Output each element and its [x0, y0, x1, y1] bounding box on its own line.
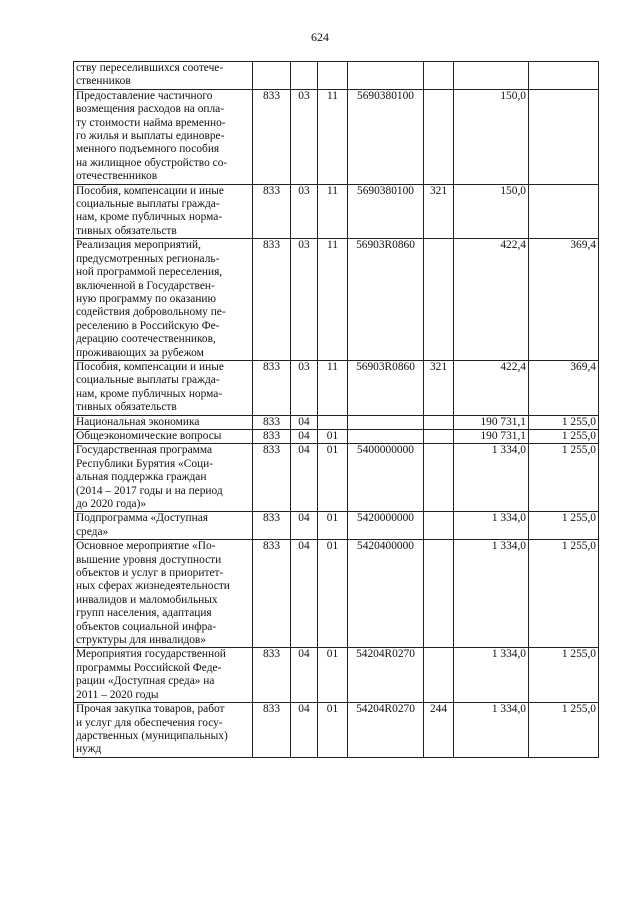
department-code-cell: 833: [253, 429, 291, 443]
amount-federal-cell: 1 255,0: [529, 703, 599, 758]
table-row: [74, 184, 599, 239]
amount-federal-cell: [529, 89, 599, 184]
amount-total-cell: 1 334,0: [454, 444, 529, 512]
amount-federal-cell: 1 255,0: [529, 429, 599, 443]
expense-type-cell: [424, 648, 454, 703]
table-row: [74, 703, 599, 758]
section-code-cell: [291, 62, 318, 90]
department-code-cell: 833: [253, 360, 291, 415]
expense-type-cell: 321: [424, 184, 454, 239]
target-article-cell: 5690380100: [348, 89, 424, 184]
department-code-cell: 833: [253, 415, 291, 429]
row-name-cell: Общеэкономические вопросы: [74, 429, 253, 443]
target-article-cell: [348, 62, 424, 90]
section-code-cell: 04: [291, 648, 318, 703]
subsection-code-cell: 01: [318, 512, 348, 540]
row-name-cell: Мероприятия государственной программы Российской Феде- рации «Доступная среда» на 2011 – 2020 годы: [74, 648, 253, 703]
expense-type-cell: 244: [424, 703, 454, 758]
subsection-code-cell: 01: [318, 648, 348, 703]
section-code-cell: 04: [291, 429, 318, 443]
amount-federal-cell: [529, 184, 599, 239]
expense-type-cell: [424, 429, 454, 443]
department-code-cell: 833: [253, 703, 291, 758]
row-name-cell: ству переселившихся соотече- ственников: [74, 62, 253, 90]
department-code-cell: 833: [253, 184, 291, 239]
row-name-cell: Пособия, компенсации и иные социальные выплаты гражда- нам, кроме публичных норма- тивных обязательств: [74, 360, 253, 415]
department-code-cell: 833: [253, 239, 291, 361]
expense-type-cell: [424, 415, 454, 429]
section-code-cell: 04: [291, 444, 318, 512]
row-name-cell: Государственная программа Республики Бурятия «Соци- альная поддержка граждан (2014 – 2017 годы и на период до 2020 года)»: [74, 444, 253, 512]
amount-total-cell: 422,4: [454, 360, 529, 415]
table-row: [74, 429, 599, 443]
row-name-cell: Подпрограмма «Доступная среда»: [74, 512, 253, 540]
amount-federal-cell: 1 255,0: [529, 415, 599, 429]
target-article-cell: [348, 415, 424, 429]
amount-total-cell: 1 334,0: [454, 540, 529, 648]
row-name-cell: Национальная экономика: [74, 415, 253, 429]
subsection-code-cell: 01: [318, 444, 348, 512]
subsection-code-cell: 11: [318, 360, 348, 415]
target-article-cell: 5420400000: [348, 540, 424, 648]
amount-federal-cell: 1 255,0: [529, 540, 599, 648]
table-row: [74, 360, 599, 415]
subsection-code-cell: 01: [318, 703, 348, 758]
expense-type-cell: [424, 540, 454, 648]
section-code-cell: 04: [291, 703, 318, 758]
department-code-cell: 833: [253, 512, 291, 540]
expense-type-cell: 321: [424, 360, 454, 415]
subsection-code-cell: 11: [318, 239, 348, 361]
expense-type-cell: [424, 62, 454, 90]
table-row: [74, 540, 599, 648]
amount-total-cell: 150,0: [454, 184, 529, 239]
table-row: [74, 239, 599, 361]
budget-table: [73, 61, 599, 758]
page-number: 624: [311, 30, 329, 44]
amount-total-cell: 150,0: [454, 89, 529, 184]
amount-federal-cell: 369,4: [529, 239, 599, 361]
table-row: [74, 415, 599, 429]
department-code-cell: 833: [253, 89, 291, 184]
target-article-cell: [348, 429, 424, 443]
subsection-code-cell: 01: [318, 540, 348, 648]
expense-type-cell: [424, 512, 454, 540]
department-code-cell: [253, 62, 291, 90]
amount-federal-cell: 1 255,0: [529, 444, 599, 512]
amount-total-cell: 1 334,0: [454, 648, 529, 703]
target-article-cell: 54204R0270: [348, 703, 424, 758]
subsection-code-cell: [318, 415, 348, 429]
target-article-cell: 5690380100: [348, 184, 424, 239]
target-article-cell: 56903R0860: [348, 360, 424, 415]
amount-total-cell: 190 731,1: [454, 415, 529, 429]
amount-federal-cell: 369,4: [529, 360, 599, 415]
target-article-cell: 54204R0270: [348, 648, 424, 703]
section-code-cell: 04: [291, 540, 318, 648]
amount-total-cell: 1 334,0: [454, 512, 529, 540]
row-name-cell: Реализация мероприятий, предусмотренных региональ- ной программой переселения, включенной в Государствен- ную программу по оказанию содействия добровольному пе- реселению в Российскую Фе- дерацию соотечественников, проживающих за рубежом: [74, 239, 253, 361]
table-row: [74, 648, 599, 703]
section-code-cell: 03: [291, 89, 318, 184]
department-code-cell: 833: [253, 540, 291, 648]
table-row: [74, 444, 599, 512]
subsection-code-cell: 01: [318, 429, 348, 443]
amount-total-cell: 1 334,0: [454, 703, 529, 758]
department-code-cell: 833: [253, 444, 291, 512]
subsection-code-cell: 11: [318, 184, 348, 239]
table-row: [74, 512, 599, 540]
subsection-code-cell: [318, 62, 348, 90]
amount-federal-cell: [529, 62, 599, 90]
table-row: [74, 89, 599, 184]
expense-type-cell: [424, 444, 454, 512]
table-body: [74, 62, 599, 758]
section-code-cell: 03: [291, 184, 318, 239]
target-article-cell: 5420000000: [348, 512, 424, 540]
section-code-cell: 04: [291, 415, 318, 429]
section-code-cell: 03: [291, 239, 318, 361]
expense-type-cell: [424, 239, 454, 361]
section-code-cell: 03: [291, 360, 318, 415]
row-name-cell: Прочая закупка товаров, работ и услуг для обеспечения госу- дарственных (муниципальных) нужд: [74, 703, 253, 758]
target-article-cell: 56903R0860: [348, 239, 424, 361]
row-name-cell: Пособия, компенсации и иные социальные выплаты гражда- нам, кроме публичных норма- тивных обязательств: [74, 184, 253, 239]
section-code-cell: 04: [291, 512, 318, 540]
amount-total-cell: 190 731,1: [454, 429, 529, 443]
department-code-cell: 833: [253, 648, 291, 703]
amount-federal-cell: 1 255,0: [529, 648, 599, 703]
target-article-cell: 5400000000: [348, 444, 424, 512]
amount-total-cell: 422,4: [454, 239, 529, 361]
table-row: [74, 62, 599, 90]
row-name-cell: Предоставление частичного возмещения расходов на опла- ту стоимости найма временно- го жилья и выплаты единовре- менного подъемного пособия на жилищное обустройство со- отечественников: [74, 89, 253, 184]
row-name-cell: Основное мероприятие «По- вышение уровня доступности объектов и услуг в приоритет- ных сферах жизнедеятельности инвалидов и маломобильных групп населения, адаптация объектов социальной инфра- структуры для инвалидов»: [74, 540, 253, 648]
amount-total-cell: [454, 62, 529, 90]
subsection-code-cell: 11: [318, 89, 348, 184]
expense-type-cell: [424, 89, 454, 184]
amount-federal-cell: 1 255,0: [529, 512, 599, 540]
